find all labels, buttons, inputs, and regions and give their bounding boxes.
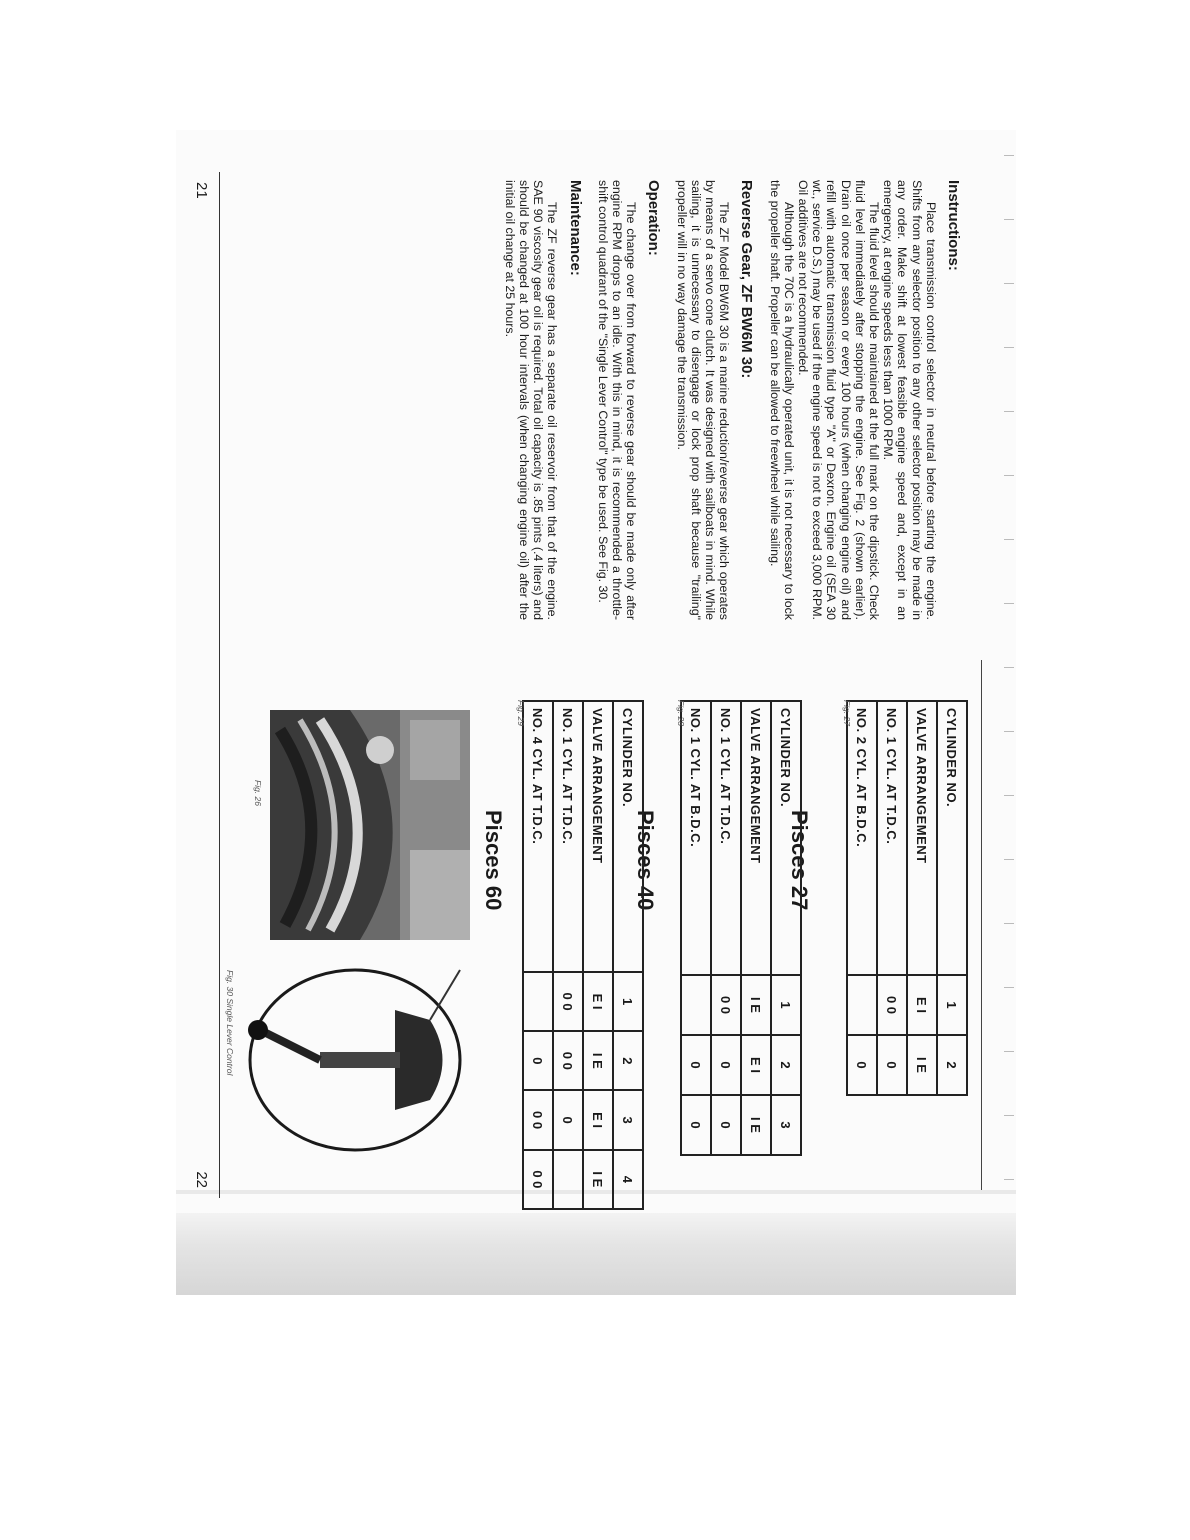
table-cell: 0 <box>847 1035 877 1095</box>
table-cell <box>553 1150 583 1209</box>
maintenance-heading: Maintenance: <box>566 180 584 276</box>
maintenance-section <box>503 180 582 620</box>
edge-tick <box>1004 987 1014 988</box>
table-cell: I E <box>907 1035 937 1095</box>
table-row <box>681 701 711 1155</box>
edge-tick <box>1004 539 1014 540</box>
edge-tick <box>1004 1051 1014 1052</box>
table-cell: 0 0 <box>553 972 583 1031</box>
table-cell: 0 0 <box>553 1031 583 1090</box>
fig-30-caption: Fig. 30 Single Lever Control <box>225 970 235 1076</box>
table-cell: 0 <box>877 1035 907 1095</box>
table-cell: VALVE ARRANGEMENT <box>583 701 613 972</box>
table-cell: CYLINDER NO. <box>613 701 643 972</box>
table-cell: 4 <box>613 1150 643 1209</box>
right-page-number: 22 <box>193 1171 210 1188</box>
edge-tick <box>1004 1115 1014 1116</box>
fig-27-caption: Fig. 27 <box>842 700 852 726</box>
table-cell: 0 <box>523 1031 553 1090</box>
table-row <box>523 701 553 1209</box>
fig-26-caption: Fig. 26 <box>253 780 263 806</box>
table-cell: 0 0 <box>523 1090 553 1149</box>
edge-tick <box>1004 155 1014 156</box>
table-cell: I E <box>583 1150 613 1209</box>
edge-tick <box>1004 347 1014 348</box>
table-cell: 2 <box>937 1035 967 1095</box>
table-cell: NO. 2 CYL. AT B.D.C. <box>847 701 877 975</box>
instructions-heading: Instructions: <box>945 180 962 271</box>
table-cell: E I <box>907 975 937 1035</box>
instructions-paragraph-2: The fluid level should be maintained at the full mark on the dipstick. Check fluid level immediately after stopping the engine. See Fig. 2 (shown earlier). Drain oil once per season or every 100 hours (when changing engine oil) and refill with automatic transmission fluid type "A" or Dexron. Engine oil (SEA 30 wt., service D.S.) may be used if the engine speed is not to exceed 3,000 RPM. Oil additives are not recommended. <box>795 180 881 620</box>
table-cell: E I <box>583 972 613 1031</box>
table-cell: VALVE ARRANGEMENT <box>907 701 937 975</box>
table-cell: 1 <box>937 975 967 1035</box>
instructions-section <box>767 180 960 620</box>
table-cell: VALVE ARRANGEMENT <box>741 701 771 975</box>
table-cell: NO. 1 CYL. AT T.D.C. <box>877 701 907 975</box>
table-cell: I E <box>583 1031 613 1090</box>
pisces-40-table <box>680 700 802 1156</box>
table-cell: NO. 1 CYL. AT T.D.C. <box>711 701 741 975</box>
table-cell: CYLINDER NO. <box>771 701 801 975</box>
table-row <box>771 701 801 1155</box>
pisces-60-table <box>522 700 644 1210</box>
fig-30-lever-control-image <box>240 960 470 1160</box>
rotated-page-spread <box>180 160 1000 1210</box>
table-cell: I E <box>741 975 771 1035</box>
reverse-gear-section <box>674 180 756 620</box>
edge-tick <box>1004 667 1014 668</box>
pisces-27-title: Pisces 27 <box>787 810 812 911</box>
table-cell: 0 <box>681 1095 711 1155</box>
table-cell: 0 <box>711 1095 741 1155</box>
edge-tick <box>1004 219 1014 220</box>
table-row <box>553 701 583 1209</box>
table-row <box>711 701 741 1155</box>
page-bottom-rule <box>219 172 220 1198</box>
table-row <box>741 701 771 1155</box>
reverse-gear-heading: Reverse Gear, ZF BW6M 30: <box>738 180 756 379</box>
instructions-paragraph-1: Place transmission control selector in neutral before starting the engine. Shifts from any selector position to any other selector position may be made in any order. Make shift at lowest feasible engine speed and, except in an emergency, at engine speeds less than 1000 RPM. <box>881 180 938 620</box>
right-page-top-rule <box>981 660 982 1190</box>
table-cell <box>847 975 877 1035</box>
table-cell: NO. 4 CYL. AT T.D.C. <box>523 701 553 972</box>
reverse-gear-paragraph: The ZF Model BW6M 30 is a marine reduction/reverse gear which operates by means of a servo cone clutch. It was designed with sailboats in mind. While sailing, it is unnecessary to disengage or lock prop shaft because "trailing" propeller will in no way damage the transmission. <box>674 180 732 620</box>
operation-section <box>596 180 661 620</box>
edge-ticks <box>1002 130 1016 1240</box>
table-cell: I E <box>741 1095 771 1155</box>
scanner-shadow-band <box>176 1213 1016 1295</box>
table-cell: 0 <box>711 1035 741 1095</box>
table-row <box>847 701 877 1095</box>
fig-28-caption: Fig. 28 <box>676 700 686 726</box>
left-page-column <box>489 180 960 620</box>
left-page-number: 21 <box>193 182 210 199</box>
pisces-27-table <box>846 700 968 1096</box>
edge-tick <box>1004 859 1014 860</box>
pisces-60-title: Pisces 60 <box>481 810 506 911</box>
table-cell: 3 <box>771 1095 801 1155</box>
table-cell: 0 0 <box>523 1150 553 1209</box>
table-cell: 0 <box>681 1035 711 1095</box>
table-row <box>877 701 907 1095</box>
table-cell: 2 <box>771 1035 801 1095</box>
table-row <box>583 701 613 1209</box>
table-cell: 0 0 <box>711 975 741 1035</box>
edge-tick <box>1004 731 1014 732</box>
fig-26-engine-photo <box>270 710 470 940</box>
table-cell: 0 <box>553 1090 583 1149</box>
table-cell <box>523 972 553 1031</box>
edge-tick <box>1004 923 1014 924</box>
table-row <box>937 701 967 1095</box>
table-cell: NO. 1 CYL. AT T.D.C. <box>553 701 583 972</box>
edge-tick <box>1004 283 1014 284</box>
table-cell: 1 <box>771 975 801 1035</box>
maintenance-paragraph: The ZF reverse gear has a separate oil reservoir from that of the engine. SAE 90 viscosity gear oil is required. Total oil capacity is .85 pints (.4 liters) and should be changed at 100 hour intervals (when changing engine oil) after the initial oil change at 25 hours. <box>502 180 560 620</box>
table-cell: E I <box>741 1035 771 1095</box>
edge-tick <box>1004 795 1014 796</box>
engine-photo-image <box>270 710 470 940</box>
table-cell: 0 0 <box>877 975 907 1035</box>
pisces-40-title: Pisces 40 <box>633 810 658 911</box>
lever-control-drawing <box>240 960 470 1160</box>
table-cell: NO. 1 CYL. AT B.D.C. <box>681 701 711 975</box>
table-cell: 3 <box>613 1090 643 1149</box>
edge-tick <box>1004 603 1014 604</box>
instructions-paragraph-3: Although the 70C is a hydraulically operated unit, it is not necessary to lock the propeller shaft. Propeller can be allowed to freewheel while sailing. <box>767 180 796 620</box>
edge-tick <box>1004 411 1014 412</box>
fig-29-caption: Fig. 29 <box>516 700 526 726</box>
table-row <box>907 701 937 1095</box>
operation-paragraph: The change over from forward to reverse gear should be made only after engine RPM drops to an idle. With this in mind, it is recommended a throttle-shift control quadrant of the "Single Lever Control" type be used. See Fig. 30. <box>595 180 639 620</box>
table-cell: E I <box>583 1090 613 1149</box>
operation-heading: Operation: <box>645 180 663 256</box>
table-row <box>613 701 643 1209</box>
table-cell: CYLINDER NO. <box>937 701 967 975</box>
edge-tick <box>1004 1179 1014 1180</box>
table-cell: 1 <box>613 972 643 1031</box>
table-cell <box>681 975 711 1035</box>
table-cell: 2 <box>613 1031 643 1090</box>
edge-tick <box>1004 475 1014 476</box>
